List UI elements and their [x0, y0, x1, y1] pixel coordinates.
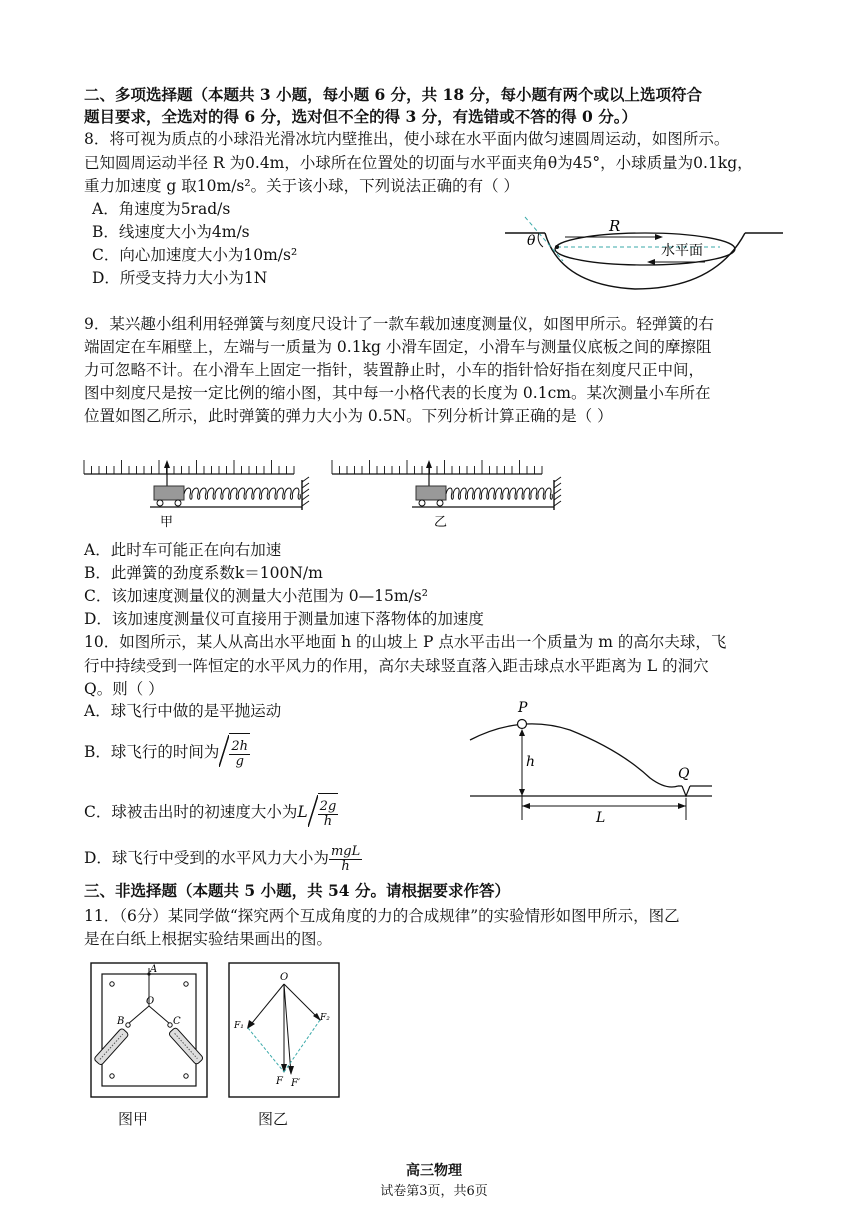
section2-heading-line2: 题目要求，全选对的得 6 分，选对但不全的得 3 分，有选错或不答的得 0 分。）: [84, 107, 637, 126]
q9-accelerometer-figures: [80, 452, 580, 532]
q8-stem-line3: 重力加速度 g 取10m/s²。关于该小球，下列说法正确的有（ ）: [84, 177, 520, 195]
q8-label-theta: θ: [527, 233, 536, 249]
q10-label-p: P: [518, 700, 528, 716]
q10-stem-line2: 行中持续受到一阵恒定的水平风力的作用，高尔夫球竖直落入距击球点水平距离为 L 的洞穴: [84, 657, 709, 675]
q10-stem-line3: Q。则（ ）: [84, 680, 164, 698]
q11-caption-yi: 图乙: [258, 1110, 289, 1128]
q10-label-h: h: [526, 754, 536, 770]
q11-figure-jia: [90, 962, 208, 1098]
q11-yi-label-f1: F₁: [234, 1021, 244, 1031]
q10-option-d-num: mgL: [330, 843, 361, 859]
q11-yi-label-o: O: [280, 972, 289, 983]
q10-option-c-sqrt: [308, 793, 339, 834]
q8-stem-line1: 8．将可视为质点的小球沿光滑冰坑内壁推出，使小球在水平面内做匀速圆周运动，如图所示。: [84, 130, 730, 148]
q9-device-yi: [412, 460, 561, 510]
q8-label-r: R: [609, 217, 621, 235]
q10-option-d[interactable]: [84, 838, 362, 878]
q10-stem-line1: 10．如图所示，某人从高出水平地面 h 的山坡上 P 点水平击出一个质量为 m 的高尔夫球，飞: [84, 633, 727, 651]
q11-jia-label-b: B: [117, 1016, 125, 1027]
q10-option-c-text: C．球被击出时的初速度大小为: [84, 803, 298, 821]
q10-option-b-text: B．球飞行的时间为: [84, 743, 220, 761]
q10-option-d-frac: [329, 845, 362, 874]
q10-option-c-den: h: [323, 814, 333, 829]
q8-option-d[interactable]: D．所受支持力大小为1N: [92, 269, 268, 287]
q9-option-d[interactable]: D．该加速度测量仪可直接用于测量加速下落物体的加速度: [84, 610, 484, 628]
footer-subject: 高三物理: [406, 1163, 462, 1179]
q9-stem-line5: 位置如图乙所示，此时弹簧的弹力大小为 0.5N。下列分析计算正确的是（ ）: [84, 407, 613, 425]
q9-stem-line2: 端固定在车厢壁上，左端与一质量为 0.1kg 小滑车固定，小滑车与测量仪底板之间的摩擦阻: [84, 338, 712, 356]
footer-page-number: 试卷第3页，共6页: [380, 1184, 488, 1199]
q10-option-a[interactable]: A．球飞行中做的是平抛运动: [84, 702, 282, 720]
q10-option-b-den: g: [235, 754, 244, 769]
q10-option-c[interactable]: [84, 792, 338, 834]
q10-option-c-l: L: [297, 803, 308, 821]
q9-option-c[interactable]: C．该加速度测量仪的测量大小范围为 0—15m/s²: [84, 587, 428, 605]
q11-jia-label-c: C: [173, 1016, 181, 1027]
q8-option-b[interactable]: B．线速度大小为4m/s: [92, 223, 250, 241]
q11-yi-label-f2: F₂: [320, 1013, 330, 1023]
q10-label-q: Q: [678, 766, 690, 782]
q10-option-d-text: D．球飞行中受到的水平风力大小为: [84, 849, 329, 867]
q10-option-d-den: h: [341, 858, 350, 874]
q11-caption-jia: 图甲: [118, 1110, 149, 1128]
q9-option-a[interactable]: A．此时车可能正在向右加速: [84, 541, 282, 559]
q9-option-b[interactable]: B．此弹簧的劲度系数k＝100N/m: [84, 564, 323, 582]
q8-label-plane: 水平面: [661, 243, 703, 259]
q8-ice-pit-figure: [505, 205, 785, 295]
q11-figure-yi: [228, 962, 340, 1098]
q9-stem-line3: 力可忽略不计。在小滑车上固定一指针，装置静止时，小车的指针恰好指在刻度尺正中间，: [84, 361, 705, 379]
q9-label-jia: 甲: [160, 515, 174, 530]
q11-stem-line1: 11．（6分）某同学做“探究两个互成角度的力的合成规律”的实验情形如图甲所示，图乙: [84, 907, 680, 925]
q10-option-b[interactable]: [84, 732, 250, 774]
q8-stem-line2: 已知圆周运动半径 R 为0.4m，小球所在位置处的切面与水平面夹角θ为45°，小球质量为0.1kg，: [84, 154, 753, 172]
q9-ruler-jia: [84, 460, 294, 474]
q9-label-yi: 乙: [434, 515, 448, 530]
q10-option-b-sqrt: [219, 733, 250, 774]
q11-jia-label-o: O: [146, 996, 155, 1007]
q10-option-b-num: 2h: [231, 739, 249, 754]
q10-label-l: L: [596, 810, 606, 826]
q11-yi-label-f: F: [276, 1076, 283, 1087]
section2-heading-line1: 二、多项选择题（本题共 3 小题，每小题 6 分，共 18 分，每小题有两个或以上选项符合: [84, 85, 703, 104]
q9-stem-line1: 9．某兴趣小组利用轻弹簧与刻度尺设计了一款车载加速度测量仪，如图甲所示。轻弹簧的右: [84, 315, 714, 333]
q8-option-c[interactable]: C．向心加速度大小为10m/s²: [92, 246, 298, 264]
q11-stem-line2: 是在白纸上根据实验结果画出的图。: [84, 930, 333, 948]
q11-jia-label-a: A: [150, 964, 158, 975]
q10-option-c-num: 2g: [319, 799, 337, 814]
q9-stem-line4: 图中刻度尺是按一定比例的缩小图，其中每一小格代表的长度为 0.1cm。某次测量小车所在: [84, 384, 711, 402]
section3-heading: 三、非选择题（本题共 5 小题，共 54 分。请根据要求作答）: [84, 881, 510, 900]
q8-option-a[interactable]: A．角速度为5rad/s: [92, 200, 231, 218]
q9-ruler-yi: [332, 460, 542, 474]
q10-golf-figure: [470, 700, 720, 830]
q11-yi-label-fprime: F′: [291, 1078, 301, 1089]
